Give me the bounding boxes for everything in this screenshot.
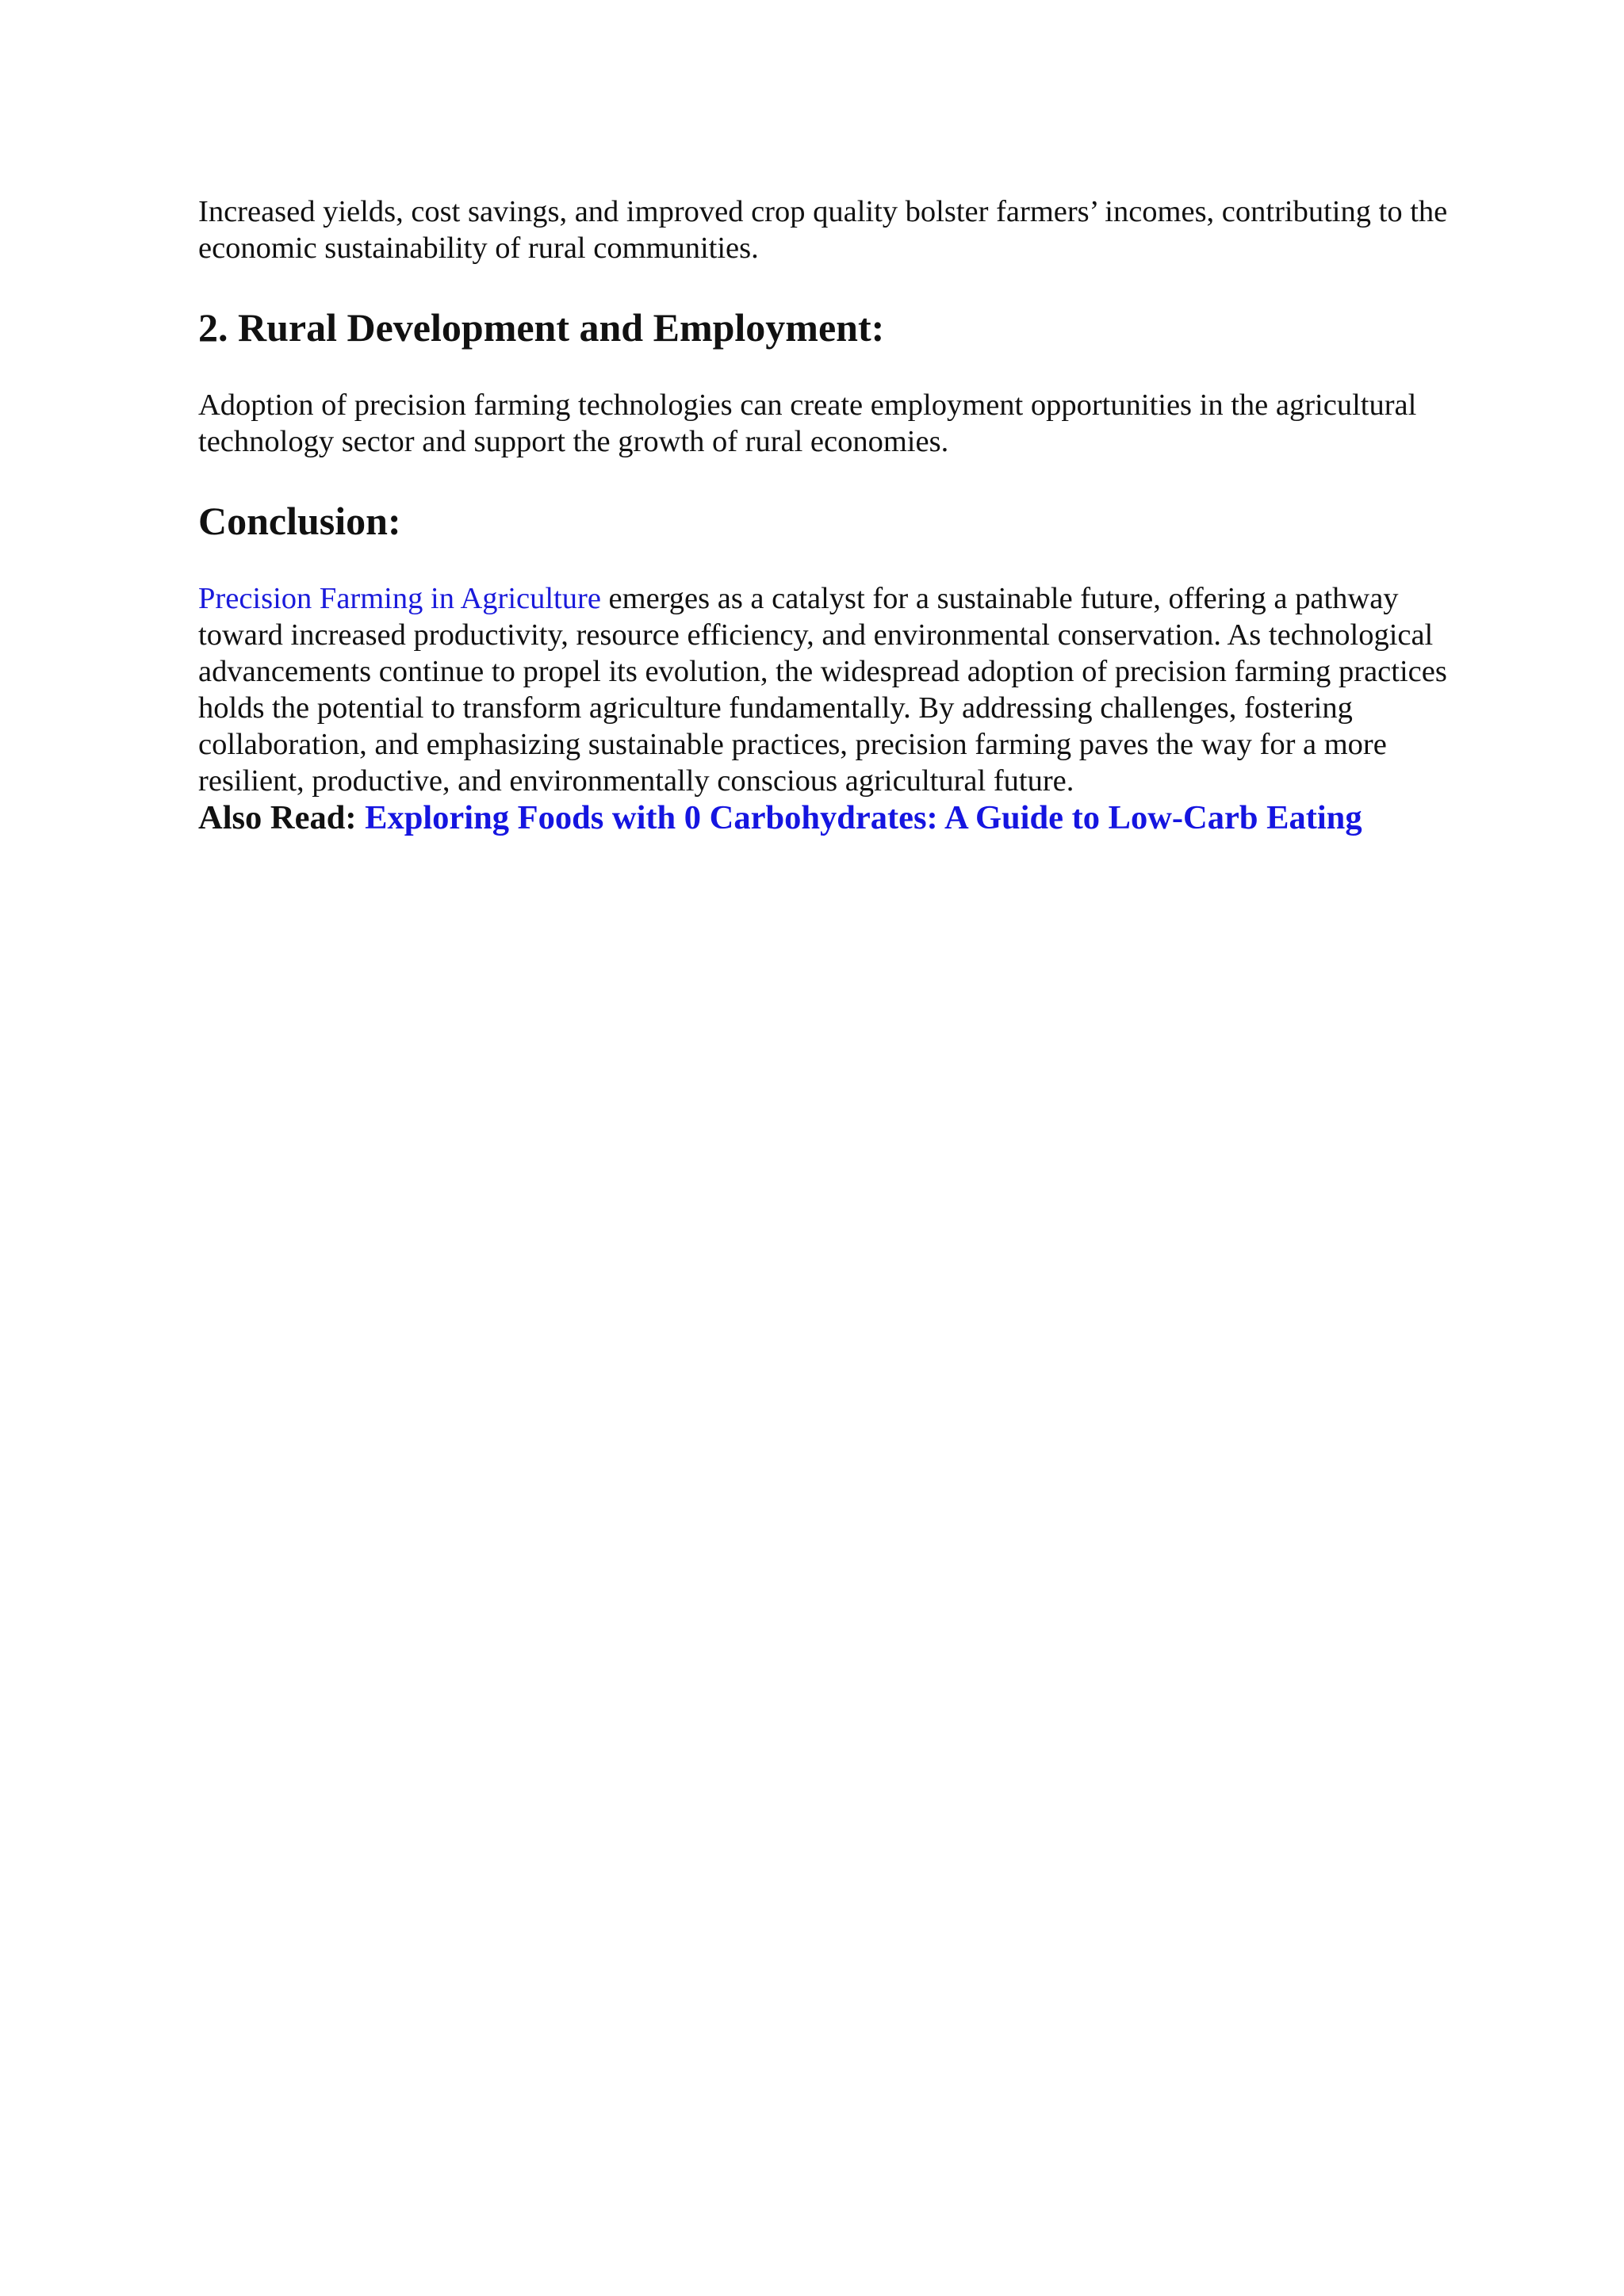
also-read-label: Also Read: — [198, 799, 366, 836]
document-page — [198, 193, 1483, 837]
conclusion-body-text: emerges as a catalyst for a sustainable future, offering a pathway toward increased productivity, resource efficiency, and environmental conservation. As technological advancements continue to propel its evolution, the widespread adoption of precision farming practices holds the potential to transform agriculture fundamentally. By addressing challenges, fostering collaboration, and emphasizing sustainable practices, precision farming paves the way for a more resilient, productive, and environmentally conscious agricultural future. — [198, 582, 1447, 798]
also-read-link[interactable]: Exploring Foods with 0 Carbohydrates: A Guide to Low-Carb Eating — [365, 799, 1362, 836]
section-heading-rural-development: 2. Rural Development and Employment: — [198, 305, 885, 350]
precision-farming-link[interactable]: Precision Farming in Agriculture — [198, 582, 601, 615]
section-paragraph: Adoption of precision farming technologies can create employment opportunities in the agricultural technology sector and support the growth of rural economies. — [198, 388, 1417, 458]
conclusion-heading: Conclusion: — [198, 499, 401, 543]
intro-paragraph: Increased yields, cost savings, and improved crop quality bolster farmers’ incomes, contributing to the economic sustainability of rural communities. — [198, 195, 1448, 265]
also-read-line — [198, 799, 1483, 837]
conclusion-paragraph — [198, 580, 1483, 799]
